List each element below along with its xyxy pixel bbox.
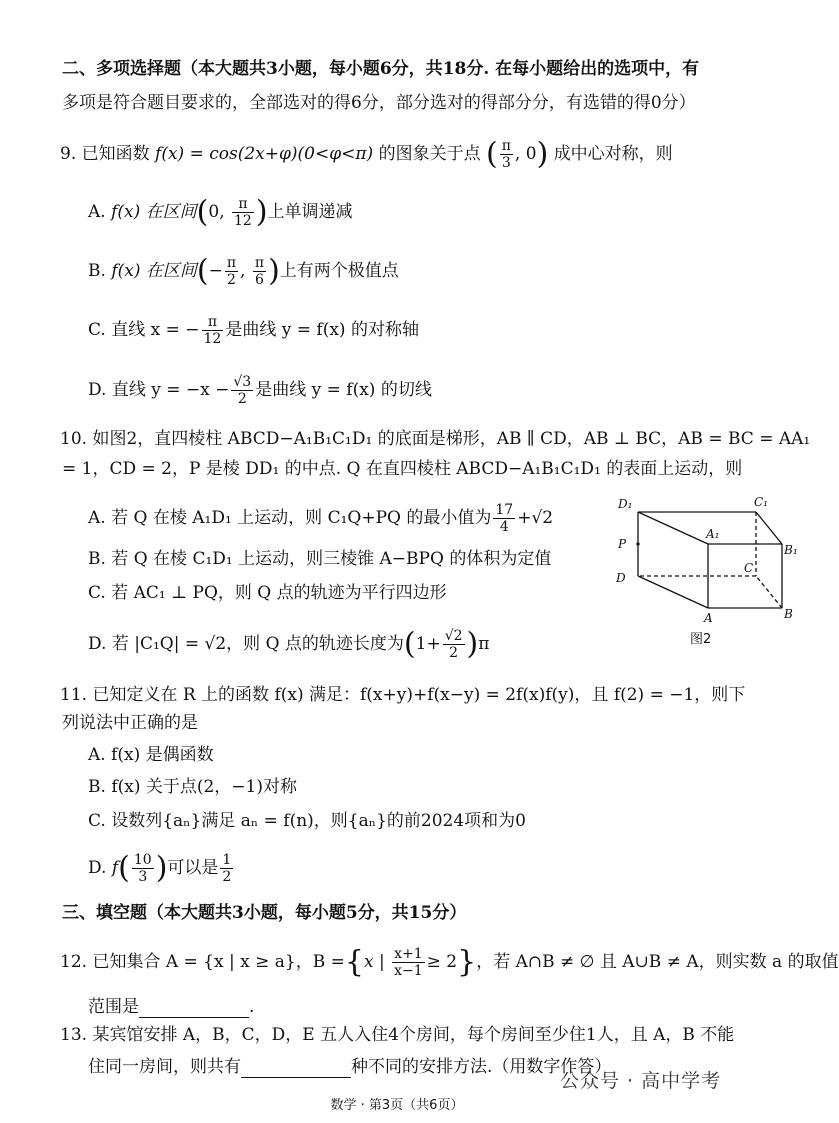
- q13-line2: 住同一房间，则共有 种不同的安排方法.（用数字作答）: [88, 1057, 612, 1077]
- q12-answer-blank[interactable]: [139, 999, 249, 1018]
- section3-header: 三、填空题（本大题共3小题，每小题5分，共15分）: [62, 903, 467, 923]
- edge-bc: [756, 576, 782, 608]
- q10-option-b: B. 若 Q 在棱 C₁D₁ 上运动，则三棱锥 A−BPQ 的体积为定值: [88, 549, 552, 569]
- watermark: 公众号 · 高中学考: [560, 1070, 722, 1092]
- edge-c1b1: [756, 512, 782, 544]
- label-p: P: [618, 537, 627, 551]
- label-c: C: [744, 561, 754, 575]
- label-b1: B₁: [784, 543, 798, 557]
- q11-option-c: C. 设数列{aₙ}满足 aₙ = f(n)，则{aₙ}的前2024项和为0: [88, 811, 526, 831]
- q11-option-a: A. f(x) 是偶函数: [88, 745, 214, 765]
- q11-option-d: D. f( $\frac{10}{3}$ )可以是 $\frac{1}{2}$: [88, 850, 232, 886]
- label-c1: C₁: [754, 495, 768, 509]
- q11-stem-line2: 列说法中正确的是: [62, 713, 198, 733]
- label-a: A: [704, 611, 713, 625]
- q9-option-b: B. f(x) 在区间(− $\frac{\pi}{2}$ , $\frac{\pi}{6}$ )上有两个极值点: [88, 253, 399, 289]
- q13-answer-blank[interactable]: [241, 1059, 351, 1078]
- q10-option-d: D. 若 |C₁Q| = √2，则 Q 点的轨迹长度为(1+ $\frac{√2}{2}$ )π: [88, 626, 490, 662]
- q9-stem: 9. 已知函数 f(x) = cos(2x+φ)(0<φ<π) 的图象关于点 ( $\frac{\pi}{3}$ , 0) 成中心对称，则: [60, 136, 673, 172]
- q11-stem-line1: 11. 已知定义在 R 上的函数 f(x) 满足：f(x+y)+f(x−y) = 2f(x)f(y)，且 f(2) = −1，则下: [60, 685, 746, 705]
- q10-stem-line1: 10. 如图2，直四棱柱 ABCD−A₁B₁C₁D₁ 的底面是梯形，AB ∥ CD，AB ⊥ BC，AB = BC = AA₁: [60, 429, 811, 449]
- label-d1: D₁: [618, 497, 633, 511]
- q9-option-c: C. 直线 x = − $\frac{\pi}{12}$ 是曲线 y = f(x) 的对称轴: [88, 314, 419, 347]
- section2-header-line2: 多项是符合题目要求的，全部选对的得6分，部分选对的得部分分，有选错的得0分）: [62, 93, 696, 113]
- q12-stem: 12. 已知集合 A = {x | x ≥ a}，B ={x | $\frac{x+1}{x-1}$ ≥ 2}，若 A∩B ≠ ∅ 且 A∪B ≠ A，则实数 a 的取值: [60, 944, 839, 980]
- point-p: [636, 542, 639, 545]
- q12-line2: 范围是 .: [88, 997, 255, 1017]
- figure-caption: 图2: [690, 632, 712, 647]
- q13-line1: 13. 某宾馆安排 A，B，C，D，E 五人入住4个房间，每个房间至少住1人，且 A，B 不能: [60, 1025, 735, 1045]
- label-b: B: [784, 607, 793, 621]
- edge-da: [638, 576, 708, 608]
- label-d: D: [616, 571, 626, 585]
- page-footer: 数学 · 第3页（共6页）: [330, 1098, 464, 1113]
- edge-a1d1: [638, 512, 708, 544]
- q10-option-a: A. 若 Q 在棱 A₁D₁ 上运动，则 C₁Q+PQ 的最小值为 $\frac{17}{4}$ +√2: [88, 502, 554, 535]
- section2-header-line1: 二、多项选择题（本大题共3小题，每小题6分，共18分. 在每小题给出的选项中，有: [62, 59, 700, 79]
- q11-option-b: B. f(x) 关于点(2，−1)对称: [88, 777, 298, 797]
- q9-option-a: A. f(x) 在区间(0, $\frac{\pi}{12}$ )上单调递减: [88, 194, 353, 230]
- q10-stem-line2: = 1，CD = 2，P 是棱 DD₁ 的中点. Q 在直四棱柱 ABCD−A₁B₁C₁D₁ 的表面上运动，则: [62, 459, 743, 479]
- label-a1: A₁: [706, 527, 720, 541]
- q9-option-d: D. 直线 y = −x − $\frac{√3}{2}$ 是曲线 y = f(x) 的切线: [88, 374, 432, 407]
- q10-option-c: C. 若 AC₁ ⊥ PQ，则 Q 点的轨迹为平行四边形: [88, 583, 447, 603]
